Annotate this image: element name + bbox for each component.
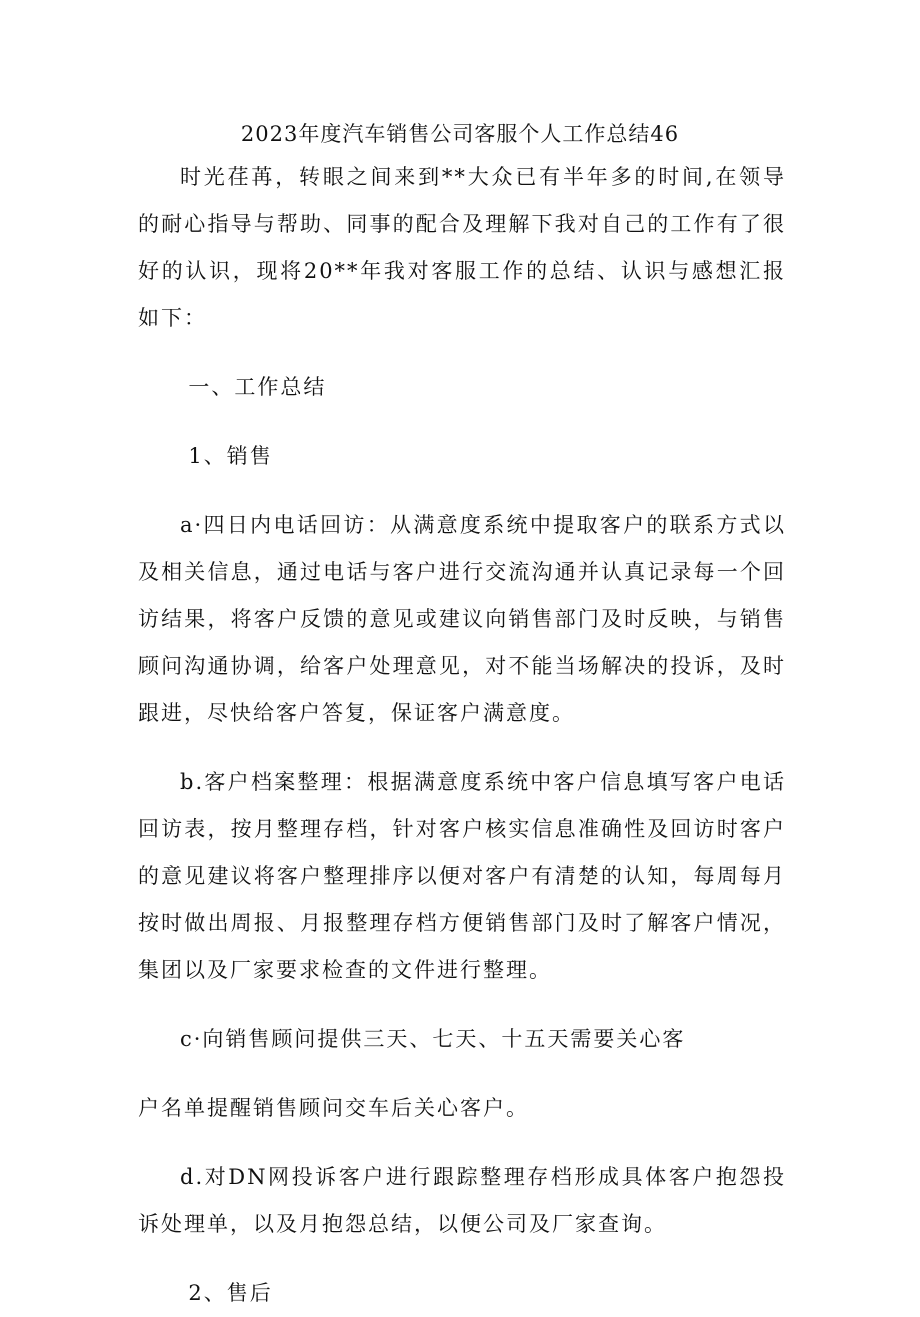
section-heading-work-summary: 一、工作总结	[188, 375, 327, 399]
paragraph-phone-followup: a·四日内电话回访：从满意度系统中提取客户的联系方式以及相关信息，通过电话与客户进行交流沟通并认真记录每一个回访结果，将客户反馈的意见或建议向销售部门及时反映，与销售顾问沟通协调，给客户处理意见，对不能当场解决的投诉，及时跟进，尽快给客户答复，保证客户满意度。	[138, 513, 786, 725]
document-body	[138, 154, 786, 1317]
paragraph-customer-archive: b.客户档案整理：根据满意度系统中客户信息填写客户电话回访表，按月整理存档，针对客户核实信息准确性及回访时客户的意见建议将客户整理排序以便对客户有清楚的认知，每周每月按时做出周报、月报整理存档方便销售部门及时了解客户情况，集团以及厂家要求检查的文件进行整理。	[138, 770, 786, 982]
intro-paragraph: 时光荏苒，转眼之间来到**大众已有半年多的时间,在领导的耐心指导与帮助、同事的配合及理解下我对自己的工作有了很好的认识，现将20**年我对客服工作的总结、认识与感想汇报如下：	[138, 165, 786, 330]
paragraph-dn-complaints: d.对DN网投诉客户进行跟踪整理存档形成具体客户抱怨投诉处理单，以及月抱怨总结，以便公司及厂家查询。	[138, 1165, 786, 1236]
paragraph-care-list: c·向销售顾问提供三天、七天、十五天需要关心客	[180, 1027, 686, 1051]
document-title: 2023年度汽车销售公司客服个人工作总结46	[240, 122, 680, 146]
subsection-heading-after-sales: 2、售后	[188, 1281, 273, 1305]
subsection-heading-sales: 1、销售	[188, 444, 273, 468]
paragraph-care-list-continued: 户名单提醒销售顾问交车后关心客户。	[138, 1096, 529, 1120]
